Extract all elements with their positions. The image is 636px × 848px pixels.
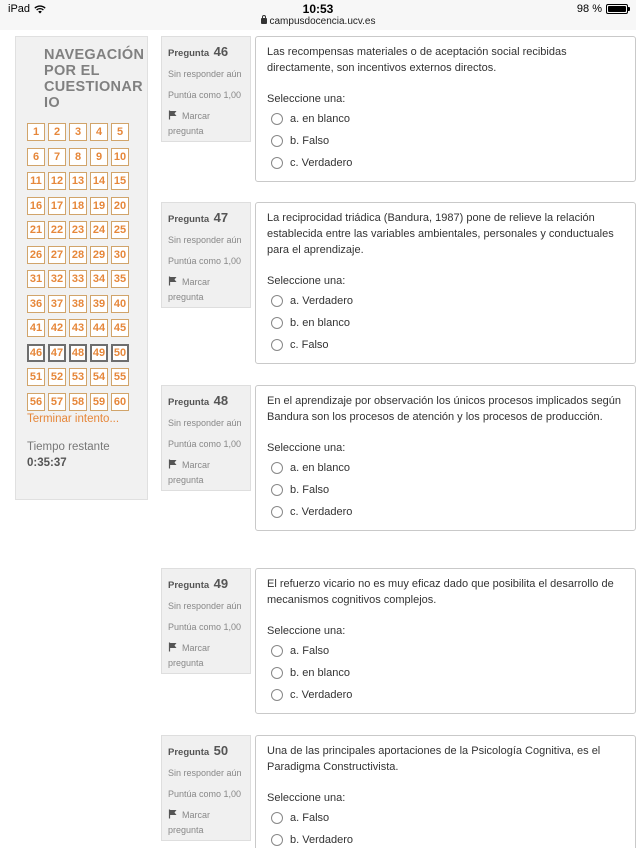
answer-option[interactable] <box>267 312 624 334</box>
device-name: iPad <box>8 3 31 15</box>
question-nav-button[interactable]: 14 <box>90 172 108 190</box>
question-nav-button[interactable]: 57 <box>48 393 66 411</box>
question-nav-button[interactable]: 11 <box>27 172 45 190</box>
question-nav-button[interactable]: 20 <box>111 197 129 215</box>
question-label: Pregunta <box>168 397 210 408</box>
url-text: campusdocencia.ucv.es <box>269 16 376 27</box>
question-nav-button[interactable]: 32 <box>48 270 66 288</box>
flag-label: Marcar <box>182 810 211 820</box>
answer-option[interactable] <box>267 479 624 501</box>
flag-label: Marcar <box>182 111 211 121</box>
question-grade: Puntúa como 1,00 <box>168 789 242 799</box>
question-nav-button[interactable]: 25 <box>111 221 129 239</box>
question-nav-button[interactable]: 18 <box>69 197 87 215</box>
question-nav-button[interactable]: 7 <box>48 148 66 166</box>
status-bar <box>0 0 636 30</box>
question-nav-button[interactable]: 39 <box>90 295 108 313</box>
question-nav-button[interactable]: 31 <box>27 270 45 288</box>
question-nav-button[interactable]: 9 <box>90 148 108 166</box>
question-nav-button[interactable]: 4 <box>90 123 108 141</box>
flag-label: Marcar <box>182 460 211 470</box>
nav-title-line: POR EL <box>44 63 100 79</box>
question-nav-button[interactable]: 36 <box>27 295 45 313</box>
question-text: En el aprendizaje por observación los únicos procesos implicados según Bandura son los procesos de atención y los procesos de producción. <box>267 395 622 423</box>
question-nav-button[interactable]: 34 <box>90 270 108 288</box>
question-nav-button[interactable]: 58 <box>69 393 87 411</box>
answer-option[interactable] <box>267 334 624 356</box>
answer-prompt: Seleccione una: <box>267 625 346 637</box>
question-nav-button[interactable]: 22 <box>48 221 66 239</box>
question-text: La reciprocidad triádica (Bandura, 1987) pone de relieve la relación establecida entre las variables ambientales, personales y conductuales para el aprendizaje. <box>267 212 614 256</box>
radio-button[interactable] <box>271 689 283 701</box>
answer-option-label: c. Verdadero <box>290 157 353 169</box>
answer-option[interactable] <box>267 829 624 848</box>
question-nav-button[interactable]: 51 <box>27 368 45 386</box>
question-nav-button[interactable]: 19 <box>90 197 108 215</box>
answer-option-label: a. Verdadero <box>290 295 353 307</box>
flag-question-button[interactable] <box>168 275 244 305</box>
question-nav-button[interactable]: 54 <box>90 368 108 386</box>
flag-label: pregunta <box>168 126 204 136</box>
question-nav-button[interactable]: 3 <box>69 123 87 141</box>
answer-option[interactable] <box>267 457 624 479</box>
answer-option-label: c. Verdadero <box>290 506 353 518</box>
question-nav-button[interactable]: 53 <box>69 368 87 386</box>
question-nav-button[interactable]: 16 <box>27 197 45 215</box>
question-number: 46 <box>213 44 229 59</box>
radio-button[interactable] <box>271 834 283 846</box>
battery-percent: 98 % <box>576 3 602 15</box>
question-nav-button[interactable]: 15 <box>111 172 129 190</box>
question-nav-button[interactable]: 29 <box>90 246 108 264</box>
question-text: Las recompensas materiales o de aceptación social recibidas directamente, son incentivos externos directos. <box>267 46 567 74</box>
question-nav-button[interactable]: 60 <box>111 393 129 411</box>
question-nav-button[interactable]: 1 <box>27 123 45 141</box>
answer-option[interactable] <box>267 130 624 152</box>
question-nav-button[interactable]: 56 <box>27 393 45 411</box>
clock: 10:53 <box>302 2 334 16</box>
question-nav-button[interactable]: 37 <box>48 295 66 313</box>
question-nav-button[interactable]: 46 <box>27 344 45 362</box>
question-nav-button[interactable]: 26 <box>27 246 45 264</box>
answer-option-label: a. Falso <box>290 645 330 657</box>
question-number: 48 <box>213 393 229 408</box>
answer-prompt: Seleccione una: <box>267 275 346 287</box>
answer-option-label: b. en blanco <box>290 667 350 679</box>
question-nav-button[interactable]: 59 <box>90 393 108 411</box>
question-nav-button[interactable]: 41 <box>27 319 45 337</box>
answer-option-label: b. en blanco <box>290 317 350 329</box>
radio-button[interactable] <box>271 812 283 824</box>
question-nav-button[interactable]: 28 <box>69 246 87 264</box>
lock-icon <box>261 18 267 24</box>
question-grade: Puntúa como 1,00 <box>168 622 242 632</box>
flag-icon <box>168 110 178 120</box>
answer-prompt: Seleccione una: <box>267 93 346 105</box>
radio-button[interactable] <box>271 295 283 307</box>
question-nav-button[interactable]: 8 <box>69 148 87 166</box>
question-nav-button[interactable]: 35 <box>111 270 129 288</box>
question-info <box>161 202 251 308</box>
question-nav-button[interactable]: 55 <box>111 368 129 386</box>
radio-button[interactable] <box>271 113 283 125</box>
answer-prompt: Seleccione una: <box>267 792 346 804</box>
question-nav-button[interactable]: 45 <box>111 319 129 337</box>
battery-icon <box>606 4 628 14</box>
flag-icon <box>168 276 178 286</box>
question-nav-button[interactable]: 17 <box>48 197 66 215</box>
answer-option-label: a. en blanco <box>290 462 350 474</box>
question-content <box>255 568 636 714</box>
question-nav-button[interactable]: 30 <box>111 246 129 264</box>
question-nav-button[interactable]: 48 <box>69 344 87 362</box>
question-label: Pregunta <box>168 747 210 758</box>
question-content <box>255 202 636 364</box>
answer-option-label: a. Falso <box>290 812 330 824</box>
question-nav-button[interactable]: 23 <box>69 221 87 239</box>
answer-option[interactable] <box>267 501 624 523</box>
answer-prompt: Seleccione una: <box>267 442 346 454</box>
status-right <box>577 3 628 15</box>
flag-icon <box>168 809 178 819</box>
question-status: Sin responder aún <box>168 235 242 245</box>
nav-title-line: IO <box>44 95 60 111</box>
time-left-label: Tiempo restante <box>27 441 110 453</box>
flag-label: pregunta <box>168 475 204 485</box>
flag-label: pregunta <box>168 658 204 668</box>
question-nav-button[interactable]: 24 <box>90 221 108 239</box>
question-label: Pregunta <box>168 48 210 59</box>
radio-button[interactable] <box>271 645 283 657</box>
battery-fill <box>608 6 626 12</box>
question-nav-button[interactable]: 10 <box>111 148 129 166</box>
radio-button[interactable] <box>271 135 283 147</box>
flag-icon <box>168 642 178 652</box>
question-nav-button[interactable]: 21 <box>27 221 45 239</box>
answer-option-label: b. Falso <box>290 484 330 496</box>
flag-question-button[interactable] <box>168 458 244 488</box>
nav-title-line: CUESTIONAR <box>44 79 143 95</box>
question-label: Pregunta <box>168 214 210 225</box>
answer-option-label: c. Falso <box>290 339 329 351</box>
question-status: Sin responder aún <box>168 418 242 428</box>
question-nav-button[interactable]: 13 <box>69 172 87 190</box>
question-label: Pregunta <box>168 580 210 591</box>
answer-option[interactable] <box>267 684 624 706</box>
flag-question-button[interactable] <box>168 109 244 139</box>
answer-option[interactable] <box>267 640 624 662</box>
answer-option[interactable] <box>267 152 624 174</box>
answer-option[interactable] <box>267 807 624 829</box>
answer-option[interactable] <box>267 290 624 312</box>
question-nav-button[interactable]: 5 <box>111 123 129 141</box>
answer-option-label: a. en blanco <box>290 113 350 125</box>
question-nav-button[interactable]: 47 <box>48 344 66 362</box>
question-status: Sin responder aún <box>168 601 242 611</box>
answer-option-label: b. Verdadero <box>290 834 353 846</box>
radio-button[interactable] <box>271 339 283 351</box>
address-bar[interactable] <box>0 16 636 27</box>
flag-label: pregunta <box>168 825 204 835</box>
question-number: 50 <box>213 743 229 758</box>
question-nav-button[interactable]: 50 <box>111 344 129 362</box>
question-nav-button[interactable]: 6 <box>27 148 45 166</box>
question-nav-button[interactable]: 27 <box>48 246 66 264</box>
question-info <box>161 568 251 674</box>
question-status: Sin responder aún <box>168 69 242 79</box>
question-number: 49 <box>213 576 229 591</box>
radio-button[interactable] <box>271 667 283 679</box>
question-content <box>255 385 636 531</box>
question-grade: Puntúa como 1,00 <box>168 439 242 449</box>
question-nav-button[interactable]: 38 <box>69 295 87 313</box>
question-nav-button[interactable]: 44 <box>90 319 108 337</box>
question-number: 47 <box>213 210 229 225</box>
flag-question-button[interactable] <box>168 808 244 838</box>
flag-label: pregunta <box>168 292 204 302</box>
quiz-navigation-title <box>44 47 144 111</box>
answer-option[interactable] <box>267 108 624 130</box>
time-left-value: 0:35:37 <box>27 457 67 469</box>
question-nav-button[interactable]: 42 <box>48 319 66 337</box>
question-text: El refuerzo vicario no es muy eficaz dado que posibilita el desarrollo de mecanismos cognitivos complejos. <box>267 578 614 606</box>
radio-button[interactable] <box>271 462 283 474</box>
question-nav-button[interactable]: 43 <box>69 319 87 337</box>
question-nav-button[interactable]: 2 <box>48 123 66 141</box>
question-text: Una de las principales aportaciones de la Psicología Cognitiva, es el Paradigma Constructivista. <box>267 745 601 773</box>
finish-attempt-link[interactable]: Terminar intento... <box>27 413 120 425</box>
question-button-grid <box>27 123 147 411</box>
question-content <box>255 36 636 182</box>
answer-option-label: b. Falso <box>290 135 330 147</box>
answer-option[interactable] <box>267 662 624 684</box>
question-nav-button[interactable]: 52 <box>48 368 66 386</box>
answer-option-label: c. Verdadero <box>290 689 353 701</box>
question-nav-button[interactable]: 40 <box>111 295 129 313</box>
radio-button[interactable] <box>271 157 283 169</box>
question-info <box>161 735 251 841</box>
question-info <box>161 385 251 491</box>
question-status: Sin responder aún <box>168 768 242 778</box>
question-grade: Puntúa como 1,00 <box>168 256 242 266</box>
flag-label: Marcar <box>182 277 211 287</box>
radio-button[interactable] <box>271 484 283 496</box>
question-nav-button[interactable]: 49 <box>90 344 108 362</box>
quiz-navigation-block <box>15 36 148 500</box>
question-nav-button[interactable]: 33 <box>69 270 87 288</box>
question-grade: Puntúa como 1,00 <box>168 90 242 100</box>
radio-button[interactable] <box>271 506 283 518</box>
radio-button[interactable] <box>271 317 283 329</box>
flag-icon <box>168 459 178 469</box>
question-info <box>161 36 251 142</box>
nav-title-line: NAVEGACIÓN <box>44 47 145 63</box>
question-nav-button[interactable]: 12 <box>48 172 66 190</box>
question-content <box>255 735 636 848</box>
flag-label: Marcar <box>182 643 211 653</box>
flag-question-button[interactable] <box>168 641 244 671</box>
